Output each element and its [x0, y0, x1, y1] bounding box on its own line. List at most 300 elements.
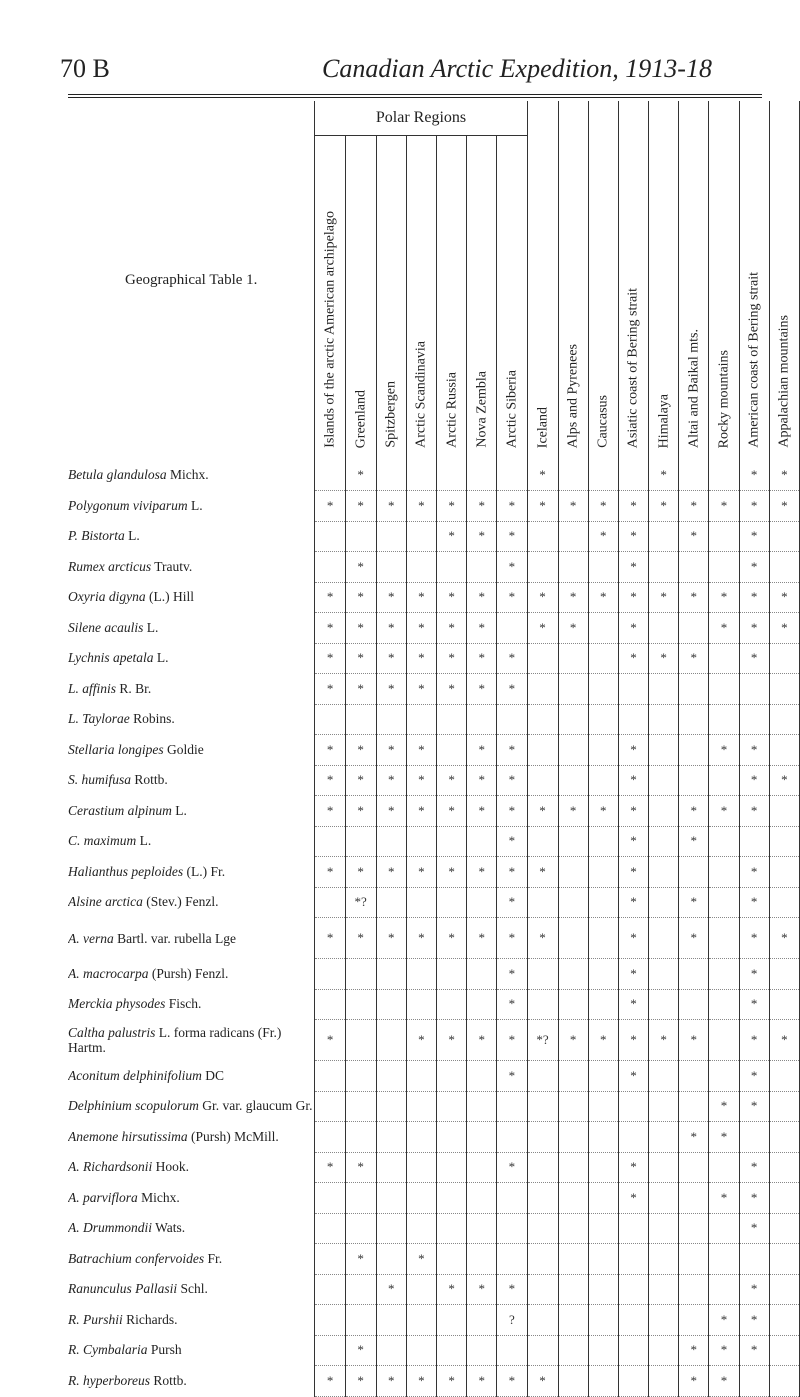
occurrence-cell: * [467, 735, 497, 766]
occurrence-cell: * [467, 1366, 497, 1397]
occurrence-cell [558, 1335, 588, 1366]
occurrence-cell: * [376, 765, 406, 796]
occurrence-cell [406, 1152, 436, 1183]
occurrence-cell: * [679, 826, 709, 857]
occurrence-cell: * [739, 582, 769, 613]
occurrence-cell [649, 1274, 679, 1305]
occurrence-cell [588, 1335, 618, 1366]
occurrence-cell [315, 1244, 345, 1275]
species-author: Hook. [155, 1159, 189, 1175]
occurrence-cell [376, 521, 406, 552]
species-name-cell [68, 1122, 315, 1153]
occurrence-cell: * [345, 674, 376, 705]
occurrence-cell [588, 460, 618, 491]
species-author: Pursh [150, 1342, 182, 1358]
occurrence-cell [315, 1305, 345, 1336]
species-name: Batrachium confervoides [68, 1250, 205, 1266]
occurrence-cell [315, 887, 345, 918]
occurrence-cell: * [467, 1274, 497, 1305]
occurrence-cell: * [527, 918, 558, 959]
occurrence-cell [618, 1091, 648, 1122]
occurrence-cell: * [437, 1274, 467, 1305]
col-label: Islands of the arctic American archipelago [322, 211, 338, 448]
occurrence-cell: * [679, 1366, 709, 1397]
occurrence-cell: * [467, 796, 497, 827]
species-author: Fisch. [168, 996, 202, 1012]
occurrence-cell [345, 826, 376, 857]
occurrence-cell [527, 521, 558, 552]
table-title-text: Geographical Table 1. [125, 272, 258, 288]
species-author: Michx. [141, 1189, 180, 1205]
occurrence-cell: * [315, 1020, 345, 1061]
occurrence-cell: * [618, 491, 648, 522]
occurrence-cell: * [618, 613, 648, 644]
occurrence-cell [709, 989, 739, 1020]
species-name-cell [68, 491, 315, 522]
col-label: Rocky mountains [716, 349, 732, 448]
occurrence-cell [649, 552, 679, 583]
col-header [345, 136, 376, 461]
occurrence-cell [467, 959, 497, 990]
species-name-cell [68, 1305, 315, 1336]
occurrence-cell [679, 674, 709, 705]
occurrence-cell: * [709, 1183, 739, 1214]
species-name-cell [68, 765, 315, 796]
occurrence-cell [558, 1061, 588, 1092]
species-author: Goldie [167, 741, 204, 757]
species-name-cell [68, 1061, 315, 1092]
occurrence-cell [467, 989, 497, 1020]
col-header [649, 101, 679, 460]
occurrence-cell [527, 959, 558, 990]
col-label: Nova Zembla [474, 371, 490, 448]
occurrence-cell: * [315, 643, 345, 674]
occurrence-cell [558, 1305, 588, 1336]
occurrence-cell [376, 1183, 406, 1214]
species-name-cell [68, 1183, 315, 1214]
occurrence-cell [376, 460, 406, 491]
table-body [68, 460, 800, 1396]
occurrence-cell [588, 552, 618, 583]
occurrence-cell: * [679, 796, 709, 827]
occurrence-cell [527, 1122, 558, 1153]
occurrence-cell [467, 1183, 497, 1214]
table-row [68, 796, 800, 827]
occurrence-cell [618, 704, 648, 735]
occurrence-cell [437, 959, 467, 990]
occurrence-cell [679, 1152, 709, 1183]
occurrence-cell: * [588, 521, 618, 552]
occurrence-cell [769, 1366, 799, 1397]
species-name: A. parviflora [68, 1189, 138, 1205]
occurrence-cell: * [679, 1122, 709, 1153]
species-name: Anemone hirsutissima [68, 1128, 188, 1144]
occurrence-cell [649, 521, 679, 552]
occurrence-cell [679, 704, 709, 735]
occurrence-cell [769, 1335, 799, 1366]
occurrence-cell: * [406, 735, 436, 766]
species-author: L. [128, 528, 140, 544]
occurrence-cell [709, 918, 739, 959]
occurrence-cell [558, 704, 588, 735]
occurrence-cell [618, 1122, 648, 1153]
occurrence-cell: * [618, 959, 648, 990]
occurrence-cell: * [527, 491, 558, 522]
occurrence-cell: * [345, 1152, 376, 1183]
table-row [68, 1122, 800, 1153]
species-name: S. humifusa [68, 772, 132, 788]
occurrence-cell [679, 857, 709, 888]
occurrence-cell [558, 1183, 588, 1214]
occurrence-cell [406, 826, 436, 857]
occurrence-cell [649, 989, 679, 1020]
table-row [68, 460, 800, 491]
occurrence-cell: * [588, 582, 618, 613]
species-name-cell [68, 857, 315, 888]
occurrence-cell [618, 460, 648, 491]
occurrence-cell [739, 1122, 769, 1153]
occurrence-cell: * [739, 735, 769, 766]
occurrence-cell: * [679, 1020, 709, 1061]
table-row [68, 1213, 800, 1244]
occurrence-cell: * [497, 552, 527, 583]
occurrence-cell: * [497, 643, 527, 674]
occurrence-cell [649, 1183, 679, 1214]
species-author: (Stev.) Fenzl. [146, 894, 219, 910]
occurrence-cell [527, 552, 558, 583]
occurrence-cell [467, 1061, 497, 1092]
species-author: DC [205, 1067, 225, 1083]
species-name-cell [68, 613, 315, 644]
occurrence-cell: * [739, 643, 769, 674]
species-author: Richards. [126, 1311, 178, 1327]
occurrence-cell [679, 1274, 709, 1305]
col-header [497, 136, 527, 461]
occurrence-cell [588, 1061, 618, 1092]
occurrence-cell [769, 1213, 799, 1244]
occurrence-cell [437, 1335, 467, 1366]
occurrence-cell [437, 735, 467, 766]
occurrence-cell [437, 1305, 467, 1336]
species-name-cell [68, 1244, 315, 1275]
table-row [68, 582, 800, 613]
species-name-cell [68, 1020, 315, 1061]
species-name-cell [68, 1213, 315, 1244]
occurrence-cell [709, 1020, 739, 1061]
col-label: Arctic Russia [444, 372, 460, 448]
occurrence-cell [406, 1183, 436, 1214]
page-header [40, 40, 760, 83]
occurrence-cell [437, 1061, 467, 1092]
occurrence-cell: * [739, 1183, 769, 1214]
occurrence-cell: * [497, 1061, 527, 1092]
species-name: A. Richardsonii [68, 1159, 153, 1175]
occurrence-cell [558, 918, 588, 959]
occurrence-cell [315, 1274, 345, 1305]
occurrence-cell: * [558, 1020, 588, 1061]
table-row [68, 491, 800, 522]
occurrence-cell: * [345, 796, 376, 827]
species-author: (Pursh) McMill. [191, 1128, 279, 1144]
occurrence-cell [376, 1305, 406, 1336]
occurrence-cell: * [739, 1091, 769, 1122]
occurrence-cell: * [437, 1020, 467, 1061]
occurrence-cell [769, 1091, 799, 1122]
occurrence-cell: * [649, 582, 679, 613]
occurrence-cell: * [527, 582, 558, 613]
occurrence-cell: * [558, 491, 588, 522]
occurrence-cell [437, 1122, 467, 1153]
occurrence-cell [467, 1335, 497, 1366]
occurrence-cell: * [497, 959, 527, 990]
species-name: Aconitum delphinifolium [68, 1067, 202, 1083]
occurrence-cell: * [345, 582, 376, 613]
occurrence-cell [649, 1366, 679, 1397]
top-rule-2 [68, 97, 762, 98]
occurrence-cell: * [618, 643, 648, 674]
occurrence-cell [315, 552, 345, 583]
occurrence-cell [406, 460, 436, 491]
occurrence-cell: * [679, 887, 709, 918]
occurrence-cell [649, 704, 679, 735]
occurrence-cell: * [437, 491, 467, 522]
occurrence-cell: *? [527, 1020, 558, 1061]
species-name-cell [68, 1091, 315, 1122]
occurrence-cell: * [527, 460, 558, 491]
occurrence-cell: * [406, 1244, 436, 1275]
species-author: L. [139, 833, 152, 849]
occurrence-cell: * [558, 613, 588, 644]
occurrence-cell: * [618, 582, 648, 613]
species-name: Stellaria longipes [68, 741, 164, 757]
occurrence-cell [588, 1183, 618, 1214]
occurrence-cell [588, 857, 618, 888]
species-author: Schl. [180, 1281, 208, 1297]
occurrence-cell [497, 1244, 527, 1275]
occurrence-cell [376, 1244, 406, 1275]
occurrence-cell [467, 1122, 497, 1153]
occurrence-cell [769, 735, 799, 766]
occurrence-cell: * [467, 491, 497, 522]
occurrence-cell [315, 1335, 345, 1366]
col-header [406, 136, 436, 461]
occurrence-cell: * [497, 765, 527, 796]
occurrence-cell: * [739, 521, 769, 552]
occurrence-cell [315, 826, 345, 857]
occurrence-cell [649, 1122, 679, 1153]
occurrence-cell [588, 887, 618, 918]
occurrence-cell: * [345, 552, 376, 583]
species-author: L. [190, 497, 203, 513]
occurrence-cell [406, 552, 436, 583]
occurrence-cell [679, 1183, 709, 1214]
col-header [376, 136, 406, 461]
occurrence-cell [558, 1366, 588, 1397]
occurrence-cell [558, 1244, 588, 1275]
species-name-cell [68, 989, 315, 1020]
occurrence-cell [709, 674, 739, 705]
occurrence-cell: * [588, 1020, 618, 1061]
occurrence-cell: * [527, 857, 558, 888]
occurrence-cell [649, 826, 679, 857]
species-name: R. Purshii [68, 1311, 123, 1327]
occurrence-cell: * [497, 1152, 527, 1183]
col-header [739, 101, 769, 460]
table-row [68, 1305, 800, 1336]
col-header [709, 101, 739, 460]
occurrence-cell: * [467, 857, 497, 888]
col-header [618, 101, 648, 460]
occurrence-cell [618, 1305, 648, 1336]
occurrence-cell: * [618, 1183, 648, 1214]
col-header [558, 101, 588, 460]
occurrence-cell [558, 1152, 588, 1183]
occurrence-cell: * [709, 1366, 739, 1397]
occurrence-cell [588, 918, 618, 959]
occurrence-cell [649, 1061, 679, 1092]
occurrence-cell [527, 1091, 558, 1122]
occurrence-cell [709, 521, 739, 552]
table-row [68, 1274, 800, 1305]
species-name: Silene acaulis [68, 619, 144, 635]
distribution-table [68, 101, 800, 1397]
occurrence-cell: * [376, 1366, 406, 1397]
table-row [68, 552, 800, 583]
occurrence-cell [527, 826, 558, 857]
table-row [68, 1091, 800, 1122]
occurrence-cell [558, 735, 588, 766]
occurrence-cell [558, 643, 588, 674]
occurrence-cell: * [618, 552, 648, 583]
occurrence-cell: * [618, 1061, 648, 1092]
occurrence-cell [527, 1244, 558, 1275]
occurrence-cell [588, 1091, 618, 1122]
occurrence-cell [437, 989, 467, 1020]
occurrence-cell [527, 1213, 558, 1244]
species-author: Rottb. [134, 772, 168, 788]
occurrence-cell: * [345, 857, 376, 888]
occurrence-cell [406, 1335, 436, 1366]
occurrence-cell: * [739, 1061, 769, 1092]
occurrence-cell [769, 1244, 799, 1275]
occurrence-cell [527, 765, 558, 796]
species-name-cell [68, 959, 315, 990]
occurrence-cell: * [739, 460, 769, 491]
occurrence-cell: * [467, 918, 497, 959]
occurrence-cell [649, 1213, 679, 1244]
species-name-cell [68, 460, 315, 491]
species-name: Delphinium scopulorum [68, 1098, 199, 1114]
species-name: Lychnis apetala [68, 650, 154, 666]
occurrence-cell: * [739, 1020, 769, 1061]
occurrence-cell [406, 1305, 436, 1336]
occurrence-cell [497, 1213, 527, 1244]
occurrence-cell [588, 643, 618, 674]
occurrence-cell [345, 1091, 376, 1122]
species-name-cell [68, 826, 315, 857]
occurrence-cell: * [345, 1244, 376, 1275]
occurrence-cell: * [679, 918, 709, 959]
occurrence-cell: * [709, 796, 739, 827]
occurrence-cell [437, 1091, 467, 1122]
occurrence-cell [588, 765, 618, 796]
occurrence-cell: * [497, 491, 527, 522]
occurrence-cell [406, 1274, 436, 1305]
table-row [68, 1152, 800, 1183]
occurrence-cell: * [467, 613, 497, 644]
occurrence-cell [467, 1091, 497, 1122]
occurrence-cell [649, 857, 679, 888]
occurrence-cell [437, 460, 467, 491]
occurrence-cell [649, 796, 679, 827]
top-rule [68, 94, 762, 95]
occurrence-cell: * [315, 918, 345, 959]
occurrence-cell: * [437, 1366, 467, 1397]
occurrence-cell: * [739, 491, 769, 522]
species-name-cell [68, 552, 315, 583]
occurrence-cell [679, 735, 709, 766]
occurrence-cell [558, 887, 588, 918]
occurrence-cell: * [437, 643, 467, 674]
species-name: R. Cymbalaria [68, 1342, 148, 1358]
species-author: L. forma radicans (Fr.) Hartm. [68, 1025, 282, 1055]
occurrence-cell [558, 460, 588, 491]
occurrence-cell [345, 1213, 376, 1244]
occurrence-cell [345, 704, 376, 735]
occurrence-cell [739, 704, 769, 735]
occurrence-cell: * [739, 1152, 769, 1183]
occurrence-cell: * [618, 1020, 648, 1061]
species-name-cell [68, 1366, 315, 1397]
occurrence-cell [376, 704, 406, 735]
occurrence-cell: * [497, 918, 527, 959]
occurrence-cell [618, 1335, 648, 1366]
occurrence-cell [588, 1213, 618, 1244]
occurrence-cell: * [739, 552, 769, 583]
occurrence-cell [406, 704, 436, 735]
occurrence-cell [709, 959, 739, 990]
col-label: Arctic Scandinavia [413, 341, 429, 448]
occurrence-cell [769, 1183, 799, 1214]
table-row [68, 1183, 800, 1214]
occurrence-cell [618, 1366, 648, 1397]
occurrence-cell [588, 1152, 618, 1183]
table-row [68, 613, 800, 644]
occurrence-cell [649, 918, 679, 959]
occurrence-cell: * [467, 765, 497, 796]
occurrence-cell [345, 521, 376, 552]
occurrence-cell: * [345, 491, 376, 522]
occurrence-cell: * [739, 796, 769, 827]
occurrence-cell: * [315, 613, 345, 644]
occurrence-cell [315, 1183, 345, 1214]
occurrence-cell [588, 1122, 618, 1153]
species-author: (L.) Hill [148, 589, 194, 605]
occurrence-cell [437, 1152, 467, 1183]
table-row [68, 959, 800, 990]
table-row [68, 1020, 800, 1061]
occurrence-cell [558, 826, 588, 857]
occurrence-cell [769, 989, 799, 1020]
table-row [68, 704, 800, 735]
occurrence-cell [527, 735, 558, 766]
species-author: Gr. var. glaucum Gr. [202, 1098, 313, 1114]
col-label: Himalaya [656, 393, 672, 448]
occurrence-cell: * [497, 1274, 527, 1305]
occurrence-cell [649, 765, 679, 796]
occurrence-cell [467, 1213, 497, 1244]
occurrence-cell [376, 887, 406, 918]
